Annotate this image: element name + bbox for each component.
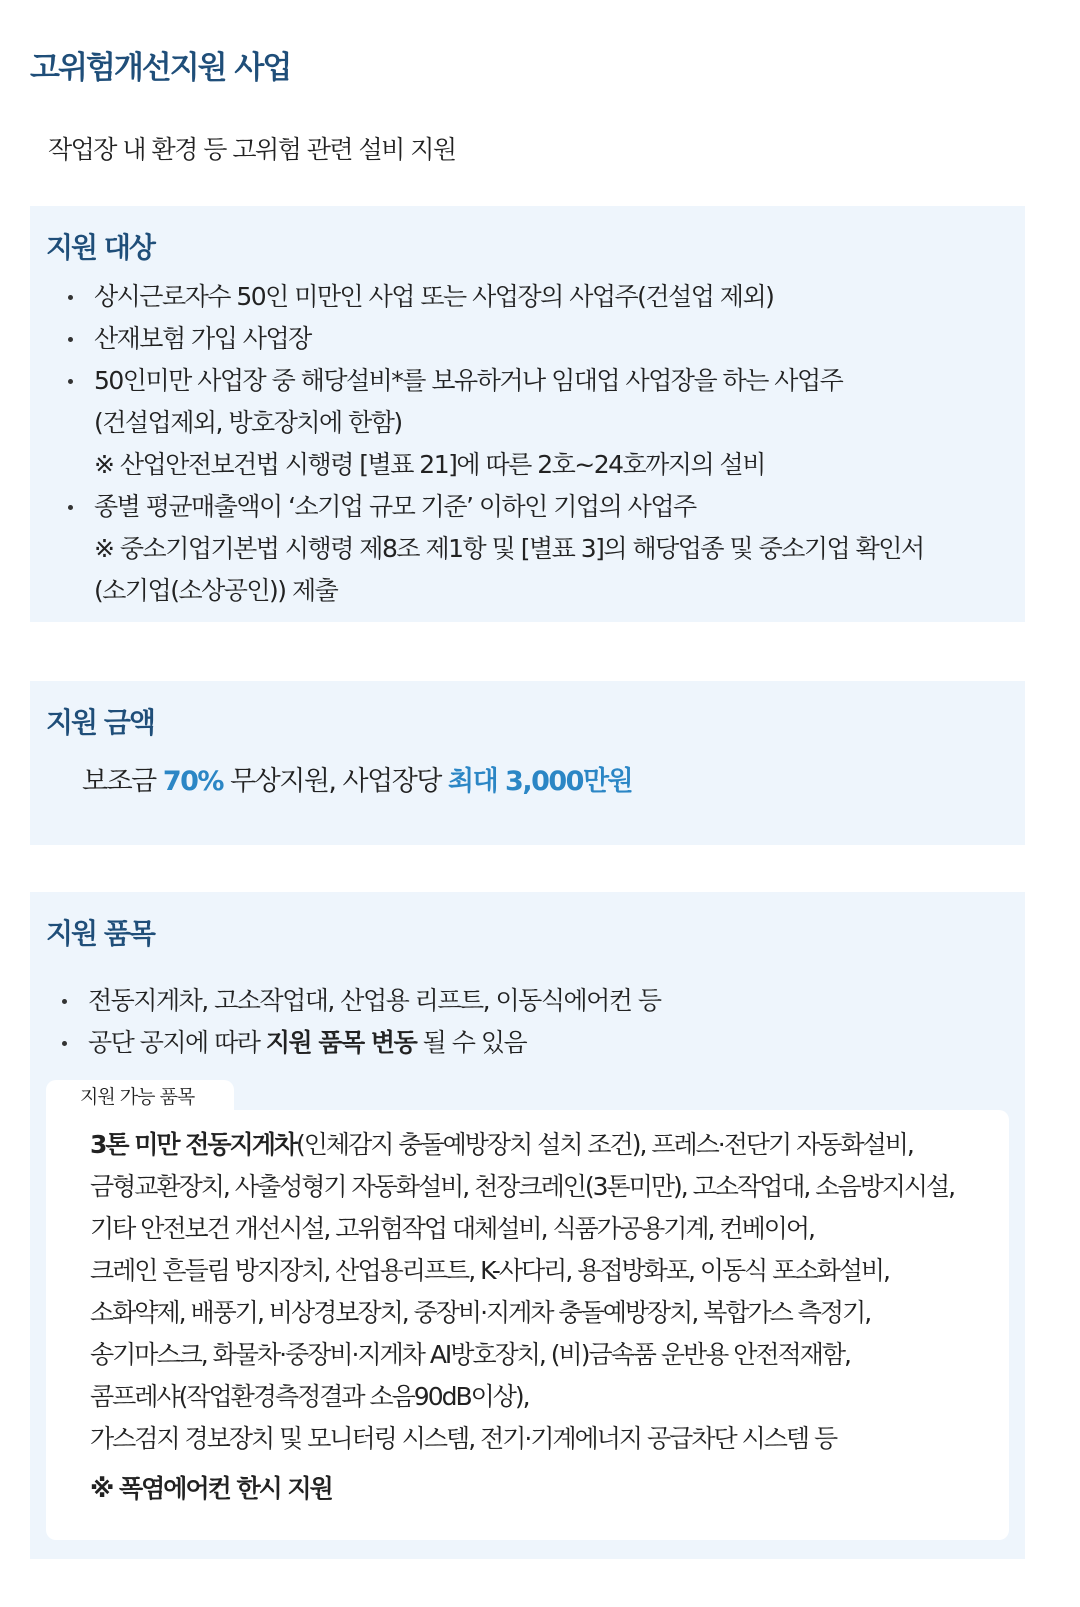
support-amount-heading: 지원 금액 [46, 706, 154, 739]
list-item: 종별 평균매출액이 ‘소기업 규모 기준’ 이하인 기업의 사업주 ※ 중소기업기본법 시행령 제8조 제1항 및 [별표 3]의 해당업종 및 중소기업 확인서 (소기업(소상공인)) 제출 [68, 486, 924, 612]
support-amount-text: 보조금 70% 무상지원, 사업장당 최대 3,000만원 [82, 766, 633, 797]
list-item: 산재보험 가입 사업장 [68, 318, 924, 360]
bullet-icon [68, 295, 73, 300]
available-items-tab: 지원 가능 품목 [46, 1080, 234, 1110]
note-text: ※ 산업안전보건법 시행령 [별표 21]에 따른 2호~24호까지의 설비 [94, 450, 765, 479]
bullet-icon [62, 1041, 67, 1046]
bullet-icon [62, 999, 67, 1004]
list-item: 공단 공지에 따라 지원 품목 변동 될 수 있음 [62, 1022, 661, 1064]
list-item: 50인미만 사업장 중 해당설비*를 보유하거나 임대업 사업장을 하는 사업주 (건설업제외, 방호장치에 한함) ※ 산업안전보건법 시행령 [별표 21]에 따른 2호~24호까지의 설비 [68, 360, 924, 486]
max-amount: 최대 3,000만원 [447, 766, 633, 797]
support-target-heading: 지원 대상 [46, 231, 154, 264]
bullet-icon [68, 379, 73, 384]
page-title: 고위험개선지원 사업 [30, 50, 291, 86]
list-item: 전동지게차, 고소작업대, 산업용 리프트, 이동식에어컨 등 [62, 980, 661, 1022]
support-items-section [30, 892, 1025, 1559]
support-amount-section [30, 681, 1025, 845]
heatwave-aircon-note: ※ 폭염에어컨 한시 지원 [90, 1474, 332, 1503]
support-items-heading: 지원 품목 [46, 917, 154, 950]
page-subtitle: 작업장 내 환경 등 고위험 관련 설비 지원 [48, 135, 456, 164]
bullet-icon [68, 337, 73, 342]
bullet-icon [68, 505, 73, 510]
support-target-section [30, 206, 1025, 622]
support-target-list [68, 276, 924, 612]
available-items-text: 3톤 미만 전동지게차(인체감지 충돌예방장치 설치 조건), 프레스·전단기 자동화설비, 금형교환장치, 사출성형기 자동화설비, 천장크레인(3톤미만), 고소작업대, 소음방지시설, 기타 안전보건 개선시설, 고위험작업 대체설비, 식품가공용기계, 컨베이어, 크레인 흔들림 방지장치, 산업용리프트, K-사다리, 용접방화포, 이동식 포소화설비, 소화약제, 배풍기, 비상경보장치, 중장비·지게차 충돌예방장치, 복합가스 측정기, 송기마스크, 화물차·중장비·지게차 AI방호장치, (비)금속품 운반용 안전적재함, 콤프레샤(작업환경측정결과 소음90dB이상), 가스검지 경보장치 및 모니터링 시스템, 전기·기계에너지 공급차단 시스템 등 ※ 폭염에어컨 한시 지원 [90, 1124, 1025, 1510]
note-text: ※ 중소기업기본법 시행령 제8조 제1항 및 [별표 3]의 해당업종 및 중소기업 확인서 [94, 534, 924, 563]
subsidy-rate: 70% [162, 766, 223, 797]
available-items-box [46, 1110, 1009, 1540]
support-items-list [62, 980, 661, 1064]
list-item: 상시근로자수 50인 미만인 사업 또는 사업장의 사업주(건설업 제외) [68, 276, 924, 318]
